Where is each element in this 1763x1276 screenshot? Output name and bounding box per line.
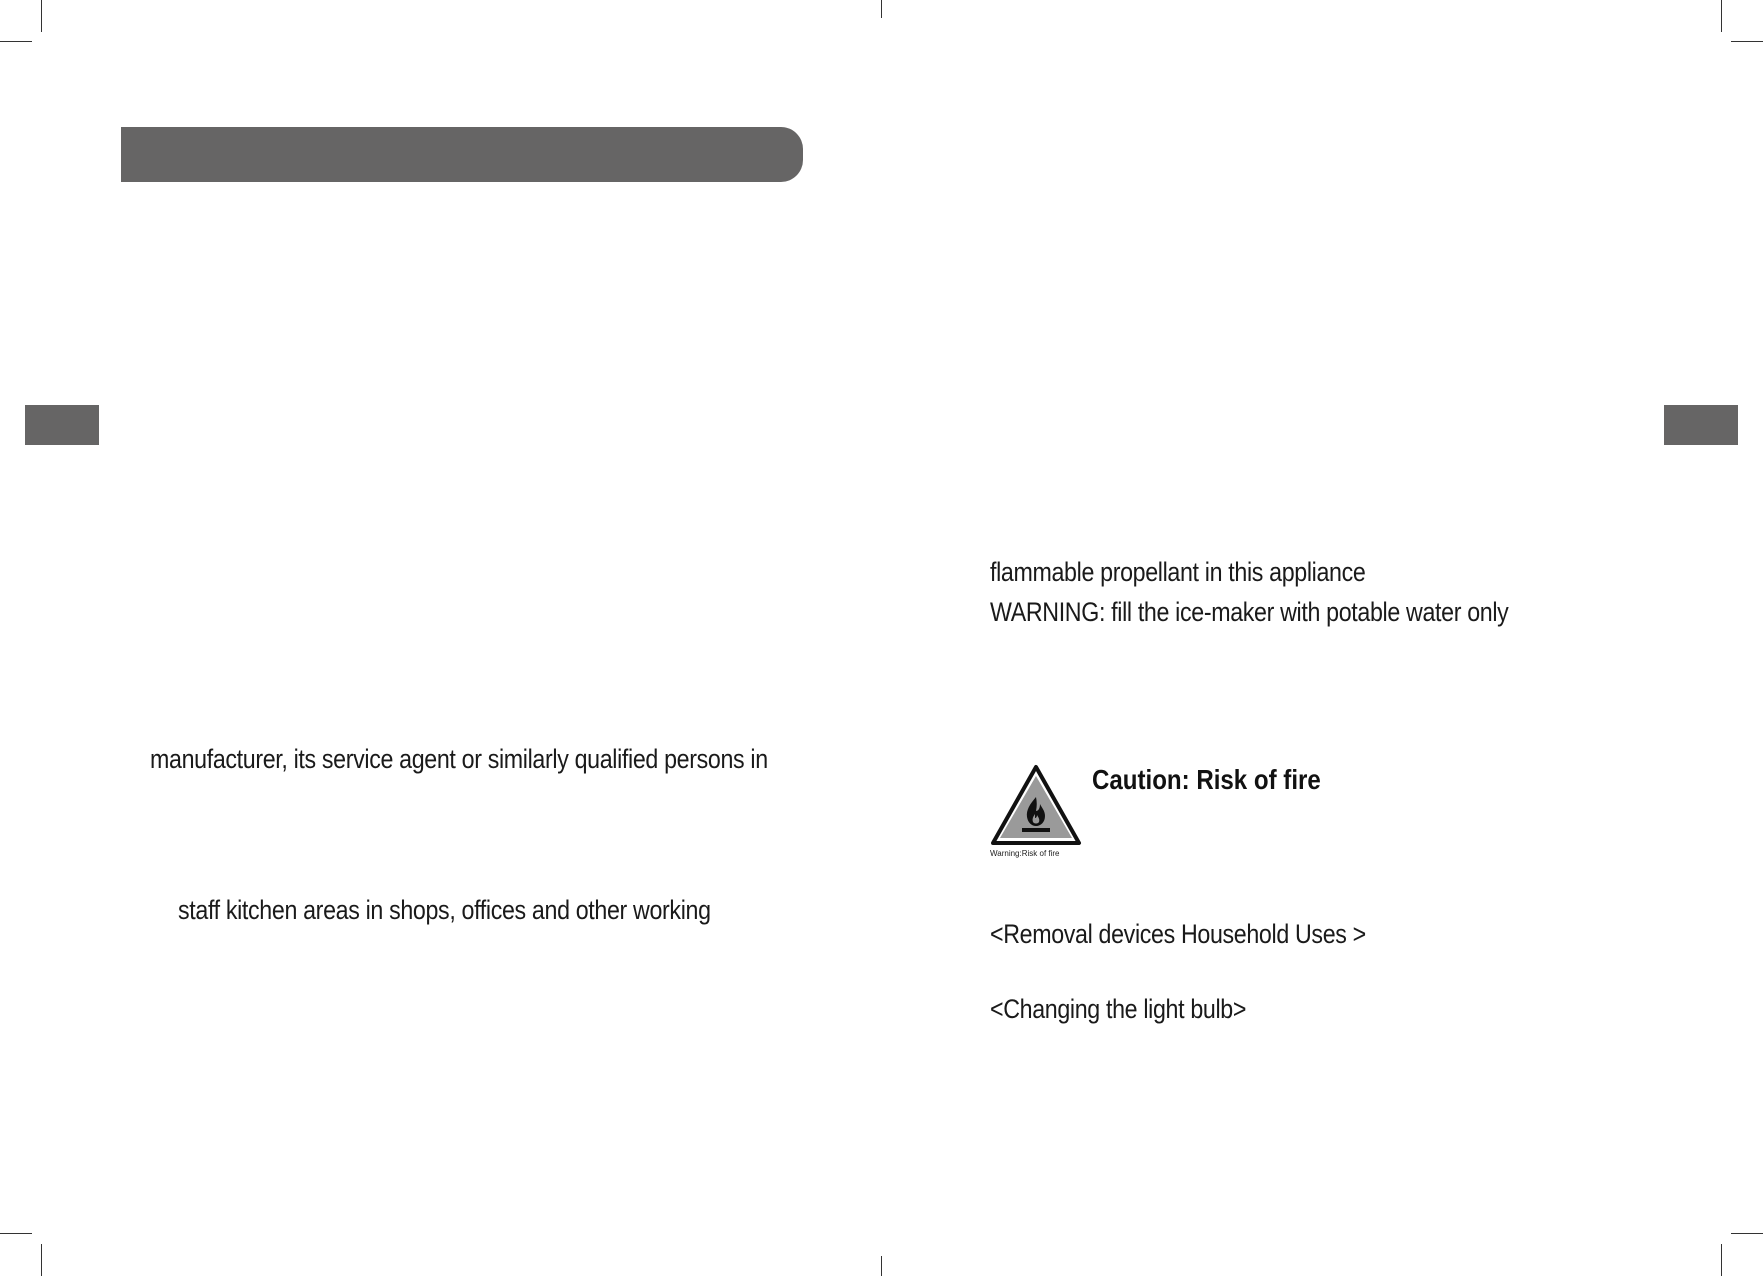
left-page-line: manufacturer, its service agent or similarly qualified persons in — [150, 744, 768, 774]
fire-warning-triangle-icon — [990, 764, 1082, 846]
crop-mark — [0, 1233, 32, 1234]
crop-mark — [1721, 1244, 1722, 1276]
section-header-bar — [121, 127, 803, 182]
left-side-tab — [25, 405, 99, 445]
caution-title: Caution: Risk of fire — [1092, 764, 1321, 795]
crop-mark — [881, 1256, 882, 1276]
crop-mark — [1731, 41, 1763, 42]
crop-mark — [1731, 1233, 1763, 1234]
crop-mark — [0, 41, 32, 42]
warning-line: WARNING: fill the ice-maker with potable water only — [990, 597, 1509, 627]
crop-mark — [881, 0, 882, 18]
warning-symbol-caption: Warning:Risk of fire — [990, 849, 1060, 858]
crop-mark — [1721, 0, 1722, 32]
section-heading-light-bulb: <Changing the light bulb> — [990, 994, 1247, 1024]
right-side-tab — [1664, 405, 1738, 445]
right-page-line: flammable propellant in this appliance — [990, 557, 1366, 587]
crop-mark — [41, 1244, 42, 1276]
crop-mark — [41, 0, 42, 32]
section-heading-removal: <Removal devices Household Uses > — [990, 919, 1366, 949]
left-page-line: staff kitchen areas in shops, offices and other working — [178, 895, 711, 925]
